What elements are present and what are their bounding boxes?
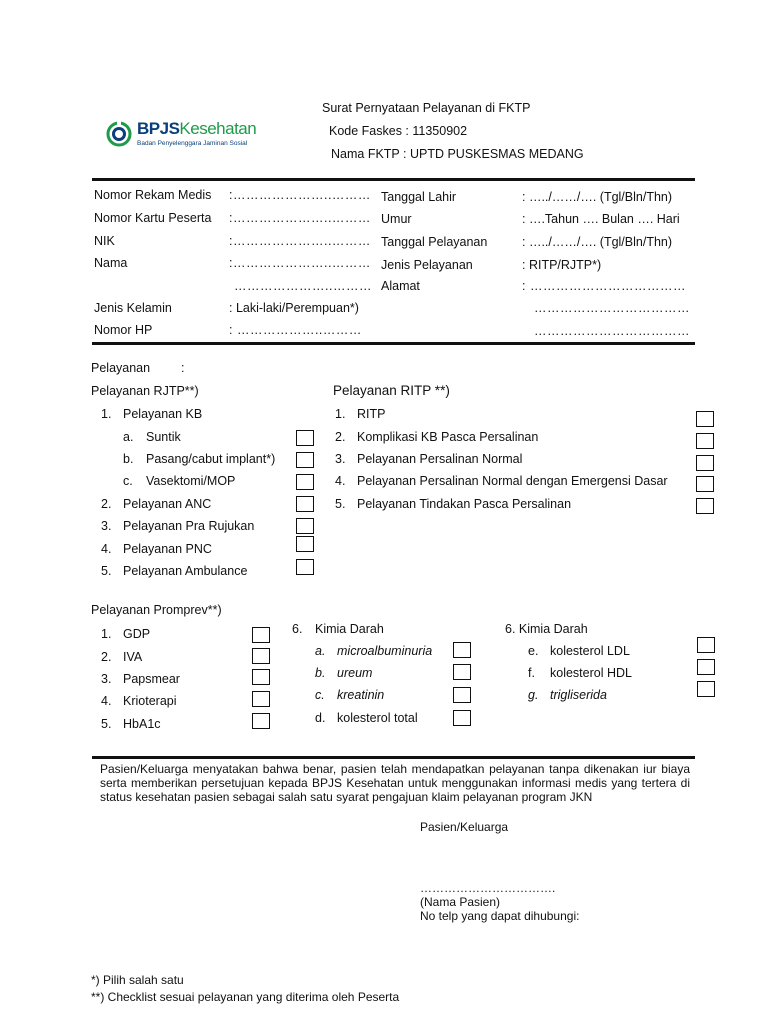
ritp-item-persalinan-normal: Pelayanan Persalinan Normal — [357, 452, 523, 466]
signature-line[interactable]: ……………………………. — [420, 881, 556, 895]
ritp-num: 5. — [335, 497, 346, 511]
identity-divider — [92, 342, 695, 345]
kimia-item-kolesterol-ldl: kolesterol LDL — [550, 644, 630, 658]
kimia2-num: f. — [528, 666, 535, 680]
document-title: Surat Pernyataan Pelayanan di FKTP — [322, 101, 531, 115]
field-jenis-kelamin[interactable]: : Laki-laki/Perempuan*) — [229, 301, 359, 315]
checkbox-gdp[interactable] — [252, 627, 270, 643]
field-nama[interactable]: :…………………..……… — [229, 256, 371, 270]
ritp-num: 2. — [335, 430, 346, 444]
bpjs-logo — [106, 118, 266, 158]
top-divider — [92, 178, 695, 181]
logo-wordmark: BPJSKesehatan — [137, 119, 257, 138]
promprev-num: 4. — [101, 694, 112, 708]
statement-divider — [92, 756, 695, 759]
promprev-num: 1. — [101, 627, 112, 641]
label-nomor-hp: Nomor HP — [94, 323, 153, 337]
signature-name: (Nama Pasien) — [420, 895, 501, 909]
field-tanggal-pelayanan[interactable]: : …../……/…. (Tgl/Bln/Thn) — [522, 235, 673, 249]
ritp-num: 4. — [335, 474, 346, 488]
kimia-item-kolesterol-total: kolesterol total — [337, 711, 418, 725]
kimia-num: c. — [315, 688, 325, 702]
pelayanan-colon: : — [181, 361, 185, 375]
kimia-num: d. — [315, 711, 326, 725]
nama-fktp: Nama FKTP : UPTD PUSKESMAS MEDANG — [331, 147, 584, 161]
rjtp-item-implant: Pasang/cabut implant*) — [146, 452, 276, 466]
checkbox-pra-rujukan[interactable] — [296, 518, 314, 534]
footnote-single-choice: *) Pilih salah satu — [91, 973, 184, 987]
checkbox-kolesterol-total[interactable] — [453, 710, 471, 726]
pelayanan-label: Pelayanan — [91, 361, 151, 375]
checkbox-ureum[interactable] — [453, 664, 471, 680]
kimia2-num: e. — [528, 644, 539, 658]
checkbox-kolesterol-ldl[interactable] — [697, 637, 715, 653]
checkbox-iva[interactable] — [252, 648, 270, 664]
label-nama: Nama — [94, 256, 128, 270]
promprev-title: Pelayanan Promprev**) — [91, 603, 222, 617]
rjtp-num: 2. — [101, 497, 112, 511]
promprev-num: 3. — [101, 672, 112, 686]
kimia-item-kolesterol-hdl: kolesterol HDL — [550, 666, 632, 680]
rjtp-num: 5. — [101, 564, 112, 578]
checkbox-persalinan-emergensi[interactable] — [696, 476, 714, 492]
label-nomor-kartu-peserta: Nomor Kartu Peserta — [94, 211, 212, 225]
checkbox-tindakan-pasca[interactable] — [696, 498, 714, 514]
rjtp-num: 1. — [101, 407, 112, 421]
rjtp-item-kb: Pelayanan KB — [123, 407, 203, 421]
rjtp-item-anc: Pelayanan ANC — [123, 497, 212, 511]
field-nomor-kartu-peserta[interactable]: :…………………..……… — [229, 211, 371, 225]
checkbox-anc[interactable] — [296, 496, 314, 512]
kimia-item-kreatinin: kreatinin — [337, 688, 385, 702]
checkbox-ritp[interactable] — [696, 411, 714, 427]
checkbox-trigliserida[interactable] — [697, 681, 715, 697]
logo-tagline: Badan Penyelenggara Jaminan Sosial — [137, 140, 248, 147]
rjtp-num: 4. — [101, 542, 112, 556]
promprev-item-krioterapi: Krioterapi — [123, 694, 177, 708]
kimia2-title: 6. Kimia Darah — [505, 622, 588, 636]
signature-role: Pasien/Keluarga — [420, 820, 509, 834]
promprev-item-iva: IVA — [123, 650, 143, 664]
kimia-item-microalbuminuria: microalbuminuria — [337, 644, 433, 658]
promprev-item-gdp: GDP — [123, 627, 151, 641]
field-umur[interactable]: : ….Tahun …. Bulan …. Hari — [522, 212, 680, 226]
signature-phone[interactable]: No telp yang dapat dihubungi: — [420, 909, 580, 923]
ritp-item-komplikasi-kb: Komplikasi KB Pasca Persalinan — [357, 430, 539, 444]
rjtp-item-vasektomi: Vasektomi/MOP — [146, 474, 236, 488]
footnote-checklist: **) Checklist sesuai pelayanan yang diterima oleh Peserta — [91, 990, 400, 1004]
rjtp-num: a. — [123, 430, 134, 444]
label-tanggal-lahir: Tanggal Lahir — [381, 190, 457, 204]
field-nik[interactable]: :…………………..……… — [229, 234, 371, 248]
checkbox-microalbuminuria[interactable] — [453, 642, 471, 658]
rjtp-item-pra-rujukan: Pelayanan Pra Rujukan — [123, 519, 255, 533]
field-nama-line-2[interactable]: …………………..……… — [234, 279, 372, 293]
field-jenis-pelayanan[interactable]: : RITP/RJTP*) — [522, 258, 602, 272]
rjtp-num: c. — [123, 474, 133, 488]
checkbox-komplikasi-kb[interactable] — [696, 433, 714, 449]
checkbox-ambulance[interactable] — [296, 559, 314, 575]
checkbox-persalinan-normal[interactable] — [696, 455, 714, 471]
kimia-title: Kimia Darah — [315, 622, 384, 636]
checkbox-hba1c[interactable] — [252, 713, 270, 729]
promprev-num: 2. — [101, 650, 112, 664]
label-nik: NIK — [94, 234, 115, 248]
label-tanggal-pelayanan: Tanggal Pelayanan — [381, 235, 488, 249]
field-tanggal-lahir[interactable]: : …../……/…. (Tgl/Bln/Thn) — [522, 190, 673, 204]
label-alamat: Alamat — [381, 279, 420, 293]
kode-faskes: Kode Faskes : 11350902 — [329, 124, 468, 138]
field-alamat-line-2[interactable]: ……………………………… — [534, 301, 690, 315]
ritp-item-ritp: RITP — [357, 407, 386, 421]
kimia-item-trigliserida: trigliserida — [550, 688, 607, 702]
ritp-item-tindakan-pasca: Pelayanan Tindakan Pasca Persalinan — [357, 497, 572, 511]
rjtp-num: b. — [123, 452, 134, 466]
promprev-item-papsmear: Papsmear — [123, 672, 180, 686]
ritp-num: 3. — [335, 452, 346, 466]
ritp-num: 1. — [335, 407, 346, 421]
checkbox-implant[interactable] — [296, 452, 314, 468]
checkbox-vasektomi[interactable] — [296, 474, 314, 490]
field-alamat-line-3[interactable]: ……………………………… — [534, 324, 690, 338]
promprev-item-hba1c: HbA1c — [123, 717, 161, 731]
bpjs-emblem-icon — [106, 120, 132, 148]
label-umur: Umur — [381, 212, 412, 226]
label-jenis-kelamin: Jenis Kelamin — [94, 301, 172, 315]
rjtp-item-ambulance: Pelayanan Ambulance — [123, 564, 248, 578]
checkbox-kreatinin[interactable] — [453, 687, 471, 703]
rjtp-item-suntik: Suntik — [146, 430, 181, 444]
label-nomor-rekam-medis: Nomor Rekam Medis — [94, 188, 212, 202]
checkbox-papsmear[interactable] — [252, 669, 270, 685]
rjtp-num: 3. — [101, 519, 112, 533]
rjtp-title: Pelayanan RJTP**) — [91, 384, 199, 398]
checkbox-pnc[interactable] — [296, 536, 314, 552]
kimia-num: a. — [315, 644, 326, 658]
rjtp-item-pnc: Pelayanan PNC — [123, 542, 212, 556]
ritp-title: Pelayanan RITP **) — [333, 383, 450, 398]
field-nomor-rekam-medis[interactable]: :…………………..……… — [229, 188, 371, 202]
ritp-item-persalinan-emergensi: Pelayanan Persalinan Normal dengan Emergensi Dasar — [357, 474, 668, 488]
kimia-title-num: 6. — [292, 622, 303, 636]
checkbox-kolesterol-hdl[interactable] — [697, 659, 715, 675]
field-nomor-hp[interactable]: : ………………..……… — [229, 323, 362, 337]
field-alamat[interactable]: : ……………………………… — [522, 279, 686, 293]
kimia-num: b. — [315, 666, 326, 680]
promprev-num: 5. — [101, 717, 112, 731]
consent-statement: Pasien/Keluarga menyatakan bahwa benar, pasien telah mendapatkan pelayanan tanpa dikenakan iur biaya serta memberikan persetujuan kepada BPJS Kesehatan untuk menggunakan informasi medis yang tertera di status kesehatan pasien sebagai salah satu syarat pengajuan klaim pelayanan program JKN — [100, 762, 690, 804]
kimia2-num: g. — [528, 688, 539, 702]
checkbox-krioterapi[interactable] — [252, 691, 270, 707]
label-jenis-pelayanan: Jenis Pelayanan — [381, 258, 473, 272]
checkbox-suntik[interactable] — [296, 430, 314, 446]
kimia-item-ureum: ureum — [337, 666, 373, 680]
